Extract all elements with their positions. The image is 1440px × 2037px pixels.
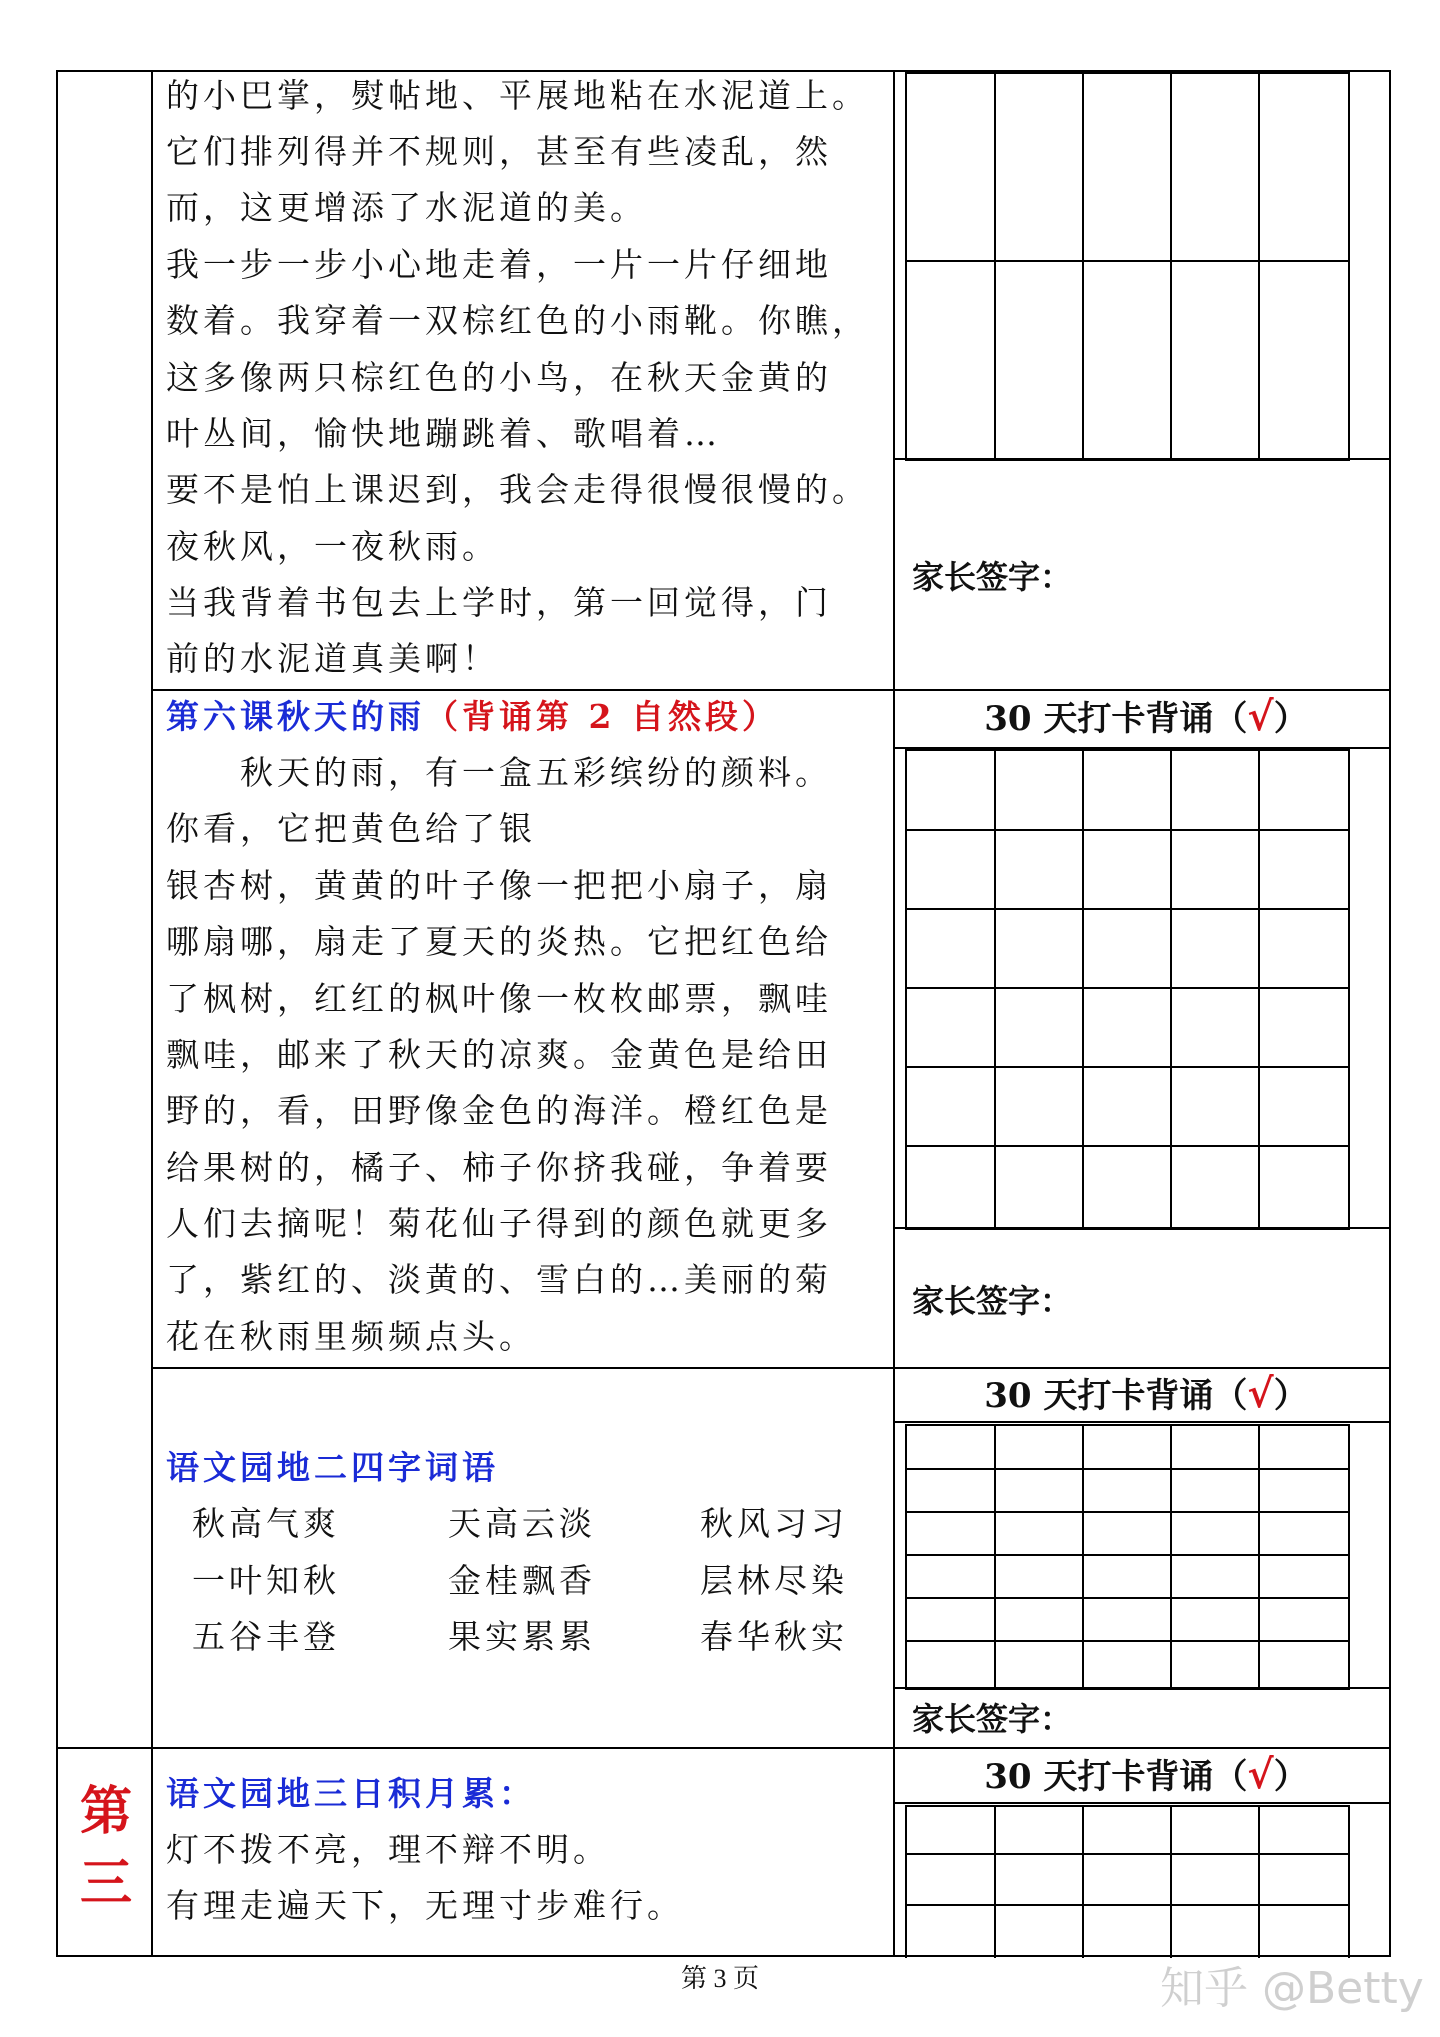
text-line: 而，这更增添了水泥道的美。	[166, 188, 647, 227]
idiom: 一叶知秋	[192, 1561, 340, 1600]
writing-grid	[905, 1805, 1350, 1958]
check-mark-icon: √	[1247, 1751, 1274, 1798]
checkin-header: 30 天打卡背诵（√）	[984, 693, 1308, 740]
text-line: 前的水泥道真美啊！	[166, 639, 499, 678]
row-divider	[56, 1747, 1391, 1749]
idiom: 金桂飘香	[448, 1561, 596, 1600]
idiom: 秋高气爽	[192, 1504, 340, 1543]
side-label	[80, 1781, 133, 1914]
section2-title	[166, 697, 779, 737]
right-divider	[893, 1421, 1391, 1423]
text-line: 要不是怕上课迟到，我会走得很慢很慢的。	[166, 470, 869, 509]
column-divider-right	[893, 70, 895, 1957]
parent-signature-label: 家长签字：	[912, 1700, 1073, 1738]
text-line: 哪扇哪，扇走了夏天的炎热。它把红色给	[166, 922, 832, 961]
idiom: 天高云淡	[448, 1504, 596, 1543]
text-line: 有理走遍天下，无理寸步难行。	[166, 1886, 684, 1925]
watermark: 知乎 @Betty	[1160, 1963, 1424, 2014]
lesson-title: 第六课秋天的雨	[166, 697, 425, 736]
table-right-border	[1389, 70, 1391, 1957]
text-line: 秋天的雨，有一盒五彩缤纷的颜料。	[240, 753, 832, 792]
text-line: 数着。我穿着一双棕红色的小雨靴。你瞧，	[166, 301, 869, 340]
text-line: 人们去摘呢！菊花仙子得到的颜色就更多	[166, 1204, 832, 1243]
text-line: 这多像两只棕红色的小鸟，在秋天金黄的	[166, 358, 832, 397]
lesson-requirement: （背诵第 2 自然段）	[425, 697, 779, 736]
parent-signature-label: 家长签字：	[912, 1282, 1073, 1320]
idiom: 果实累累	[448, 1617, 596, 1656]
idiom: 秋风习习	[700, 1504, 848, 1543]
text-line: 我一步一步小心地走着，一片一片仔细地	[166, 245, 832, 284]
section3-title: 语文园地二四字词语	[166, 1448, 499, 1487]
text-line: 野的，看，田野像金色的海洋。橙红色是	[166, 1091, 832, 1130]
page-number: 第 3 页	[680, 1964, 759, 1993]
text-line: 了，紫红的、淡黄的、雪白的…美丽的菊	[166, 1260, 832, 1299]
column-divider-left	[151, 70, 153, 1957]
row-divider	[151, 1367, 1391, 1369]
check-mark-icon: √	[1247, 693, 1274, 740]
writing-grid	[905, 72, 1350, 461]
row-divider	[151, 689, 1391, 691]
checkin-header: 30 天打卡背诵（√）	[984, 1751, 1308, 1798]
text-line: 银杏树，黄黄的叶子像一把把小扇子，扇	[166, 866, 832, 905]
parent-signature-label: 家长签字：	[912, 558, 1073, 596]
writing-grid	[905, 1424, 1350, 1690]
writing-grid	[905, 749, 1350, 1230]
check-mark-icon: √	[1247, 1370, 1274, 1417]
idiom: 春华秋实	[700, 1617, 848, 1656]
text-line: 了枫树，红红的枫叶像一枚枚邮票，飘哇	[166, 979, 832, 1018]
text-line: 叶丛间，愉快地蹦跳着、歌唱着…	[166, 414, 721, 453]
text-line: 你看，它把黄色给了银	[166, 809, 536, 848]
side-char: 第	[80, 1781, 133, 1842]
text-line: 的小巴掌，熨帖地、平展地粘在水泥道上。	[166, 76, 869, 115]
text-line: 夜秋风，一夜秋雨。	[166, 527, 499, 566]
table-left-border	[56, 70, 58, 1957]
idiom: 五谷丰登	[192, 1617, 340, 1656]
checkin-header: 30 天打卡背诵（√）	[984, 1370, 1308, 1417]
side-char: 三	[80, 1853, 133, 1914]
right-divider	[893, 1802, 1391, 1804]
text-line: 花在秋雨里频频点头。	[166, 1317, 536, 1356]
text-line: 它们排列得并不规则，甚至有些凌乱，然	[166, 132, 832, 171]
section4-title: 语文园地三日积月累：	[166, 1774, 536, 1813]
text-line: 飘哇，邮来了秋天的凉爽。金黄色是给田	[166, 1035, 832, 1074]
text-line: 当我背着书包去上学时，第一回觉得，门	[166, 583, 832, 622]
idiom: 层林尽染	[700, 1561, 848, 1600]
text-line: 灯不拨不亮，理不辩不明。	[166, 1830, 610, 1869]
text-line: 给果树的，橘子、柿子你挤我碰，争着要	[166, 1148, 832, 1187]
